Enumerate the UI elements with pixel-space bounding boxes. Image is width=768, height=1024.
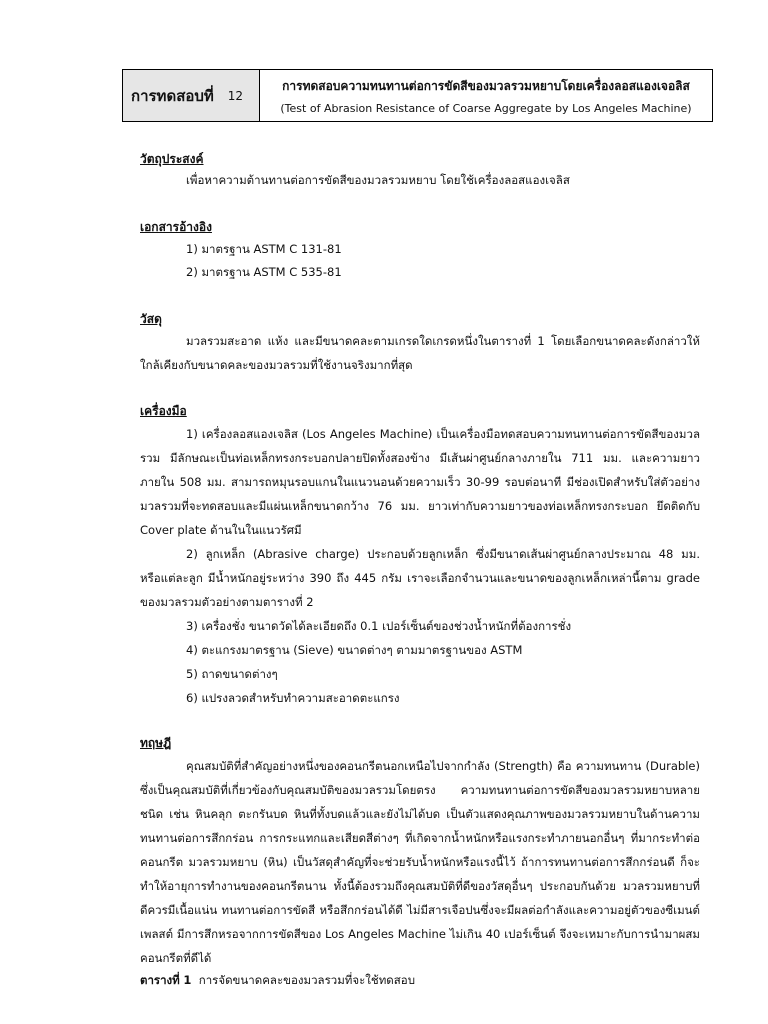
tools-line: 2) ลูกเหล็ก (Abrasive charge) ประกอบด้วยลูกเหล็ก ซึ่งมีขนาดเส้นผ่าศูนย์กลางประมาณ 48 มม.	[186, 547, 700, 561]
reference-item: 1) มาตรฐาน ASTM C 131-81	[186, 242, 342, 256]
theory-line: คอนกรีตที่ดีได้	[140, 951, 212, 965]
table-caption-text: การจัดขนาดคละของมวลรวมที่จะใช้ทดสอบ	[198, 973, 415, 987]
theory-heading: ทฤษฎี	[140, 736, 172, 750]
tools-line: 4) ตะแกรงมาตรฐาน (Sieve) ขนาดต่างๆ ตามมาตรฐานของ ASTM	[186, 643, 523, 657]
theory-line: ดีควรมีเนื้อแน่น ทนทานต่อการขัดสี หรือสึกกร่อนได้ดี ไม่มีสารเจือปนซึ่งจะมีผลต่อกำลังและความอยู่ตัวของซีเมนต์	[140, 903, 700, 917]
objective-heading: วัตถุประสงค์	[140, 152, 204, 166]
theory-line: ชนิด เช่น หินคลุก ตะกรันบด หินที่ทั้งบดแล้วและยังไม่ได้บด เป็นตัวแสดงคุณภาพของมวลรวมหยาบในด้านความ	[140, 807, 700, 821]
tools-line: ภายใน 508 มม. สามารถหมุนรอบแกนในแนวนอนด้วยความเร็ว 30-99 รอบต่อนาที มีช่องเปิดสำหรับใส่ตัวอย่าง	[140, 475, 700, 489]
table-label: ตารางที่	[140, 973, 180, 987]
tools-line: 1) เครื่องลอสแองเจลิส (Los Angeles Machine) เป็นเครื่องมือทดสอบความทนทานต่อการขัดสีของมวล	[186, 427, 700, 441]
experiment-number-cell	[123, 70, 260, 121]
theory-line: ซึ่งเป็นคุณสมบัติที่เกี่ยวข้องกับคุณสมบัติของมวลรวมโดยตรง ความทนทานต่อการขัดสีของมวลรวมหยาบหลาย	[140, 783, 700, 797]
objective-text: เพื่อหาความต้านทานต่อการขัดสีของมวลรวมหยาบ โดยใช้เครื่องลอสแองเจลิส	[186, 173, 570, 187]
table-caption	[140, 972, 415, 990]
tools-line: Cover plate ด้านในในแนวรัศมี	[140, 523, 302, 537]
materials-line: ใกล้เคียงกับขนาดคละของมวลรวมที่ใช้งานจริงมากที่สุด	[140, 358, 413, 372]
materials-line: มวลรวมสะอาด แห้ง และมีขนาดคละตามเกรดใดเกรดหนึ่งในตารางที่ 1 โดยเลือกขนาดคละดังกล่าวให้	[186, 334, 700, 348]
tools-line: รวม มีลักษณะเป็นท่อเหล็กทรงกระบอกปลายปิดทั้งสองข้าง มีเส้นผ่าศูนย์กลางภายใน 711 มม. และความยาว	[140, 451, 700, 465]
tools-line: ของมวลรวมตัวอย่างตามตารางที่ 2	[140, 595, 314, 609]
experiment-label: การทดสอบที่	[131, 86, 214, 105]
theory-line: เพลสต์ มีการสึกหรอจากการขัดสีของ Los Angeles Machine ไม่เกิน 40 เปอร์เซ็นต์ จึงจะเหมาะกับการนำมาผสม	[140, 927, 700, 941]
theory-line: คุณสมบัติที่สำคัญอย่างหนึ่งของคอนกรีตนอกเหนือไปจากกำลัง (Strength) คือ ความทนทาน (Durable)	[186, 759, 700, 773]
references-heading: เอกสารอ้างอิง	[140, 220, 212, 234]
reference-item: 2) มาตรฐาน ASTM C 535-81	[186, 265, 342, 279]
table-number: 1	[183, 973, 192, 987]
theory-line: ทนทานต่อการสึกกร่อน การกระแทกและเสียดสีต่างๆ ที่เกิดจากน้ำหนักหรือแรงกระทำภายนอกอื่นๆ ที่มากระทำต่อ	[140, 831, 700, 845]
experiment-title-cell	[260, 70, 712, 121]
theory-line: คอนกรีต มวลรวมหยาบ (หิน) เป็นวัสดุสำคัญที่จะช่วยรับน้ำหนักหรือแรงนี้ไว้ ถ้าการทนทานต่อการสึกกร่อนดี ก็จะ	[140, 855, 700, 869]
tools-line: มวลรวมที่จะทดสอบและมีแผ่นเหล็กขนาดกว้าง 76 มม. ยาวเท่ากับความยาวของท่อเหล็กทรงกระบอก ยึดติดกับ	[140, 499, 700, 513]
experiment-number: 12	[227, 88, 244, 103]
tools-line: 6) แปรงลวดสำหรับทำความสะอาดตะแกรง	[186, 691, 400, 705]
title-english: (Test of Abrasion Resistance of Coarse Aggregate by Los Angeles Machine)	[280, 101, 692, 115]
tools-heading: เครื่องมือ	[140, 404, 187, 418]
tools-line: 3) เครื่องชั่ง ขนาดวัดได้ละเอียดถึง 0.1 เปอร์เซ็นต์ของช่วงน้ำหนักที่ต้องการชั่ง	[186, 619, 572, 633]
theory-line: ทำให้อายุการทำงานของคอนกรีตนาน ทั้งนี้ต้องรวมถึงคุณสมบัติที่ดีของวัสดุอื่นๆ ประกอบกันด้วย มวลรวมหยาบที่	[140, 879, 700, 893]
tools-line: หรือแต่ละลูก มีน้ำหนักอยู่ระหว่าง 390 ถึง 445 กรัม เราจะเลือกจำนวนและขนาดของลูกเหล็กเหล่านี้ตาม grade	[140, 571, 700, 585]
tools-line: 5) ถาดขนาดต่างๆ	[186, 667, 278, 681]
experiment-header	[122, 69, 713, 122]
title-thai: การทดสอบความทนทานต่อการขัดสีของมวลรวมหยาบโดยเครื่องลอสแองเจอลิส	[282, 78, 690, 93]
materials-heading: วัสดุ	[140, 312, 162, 326]
